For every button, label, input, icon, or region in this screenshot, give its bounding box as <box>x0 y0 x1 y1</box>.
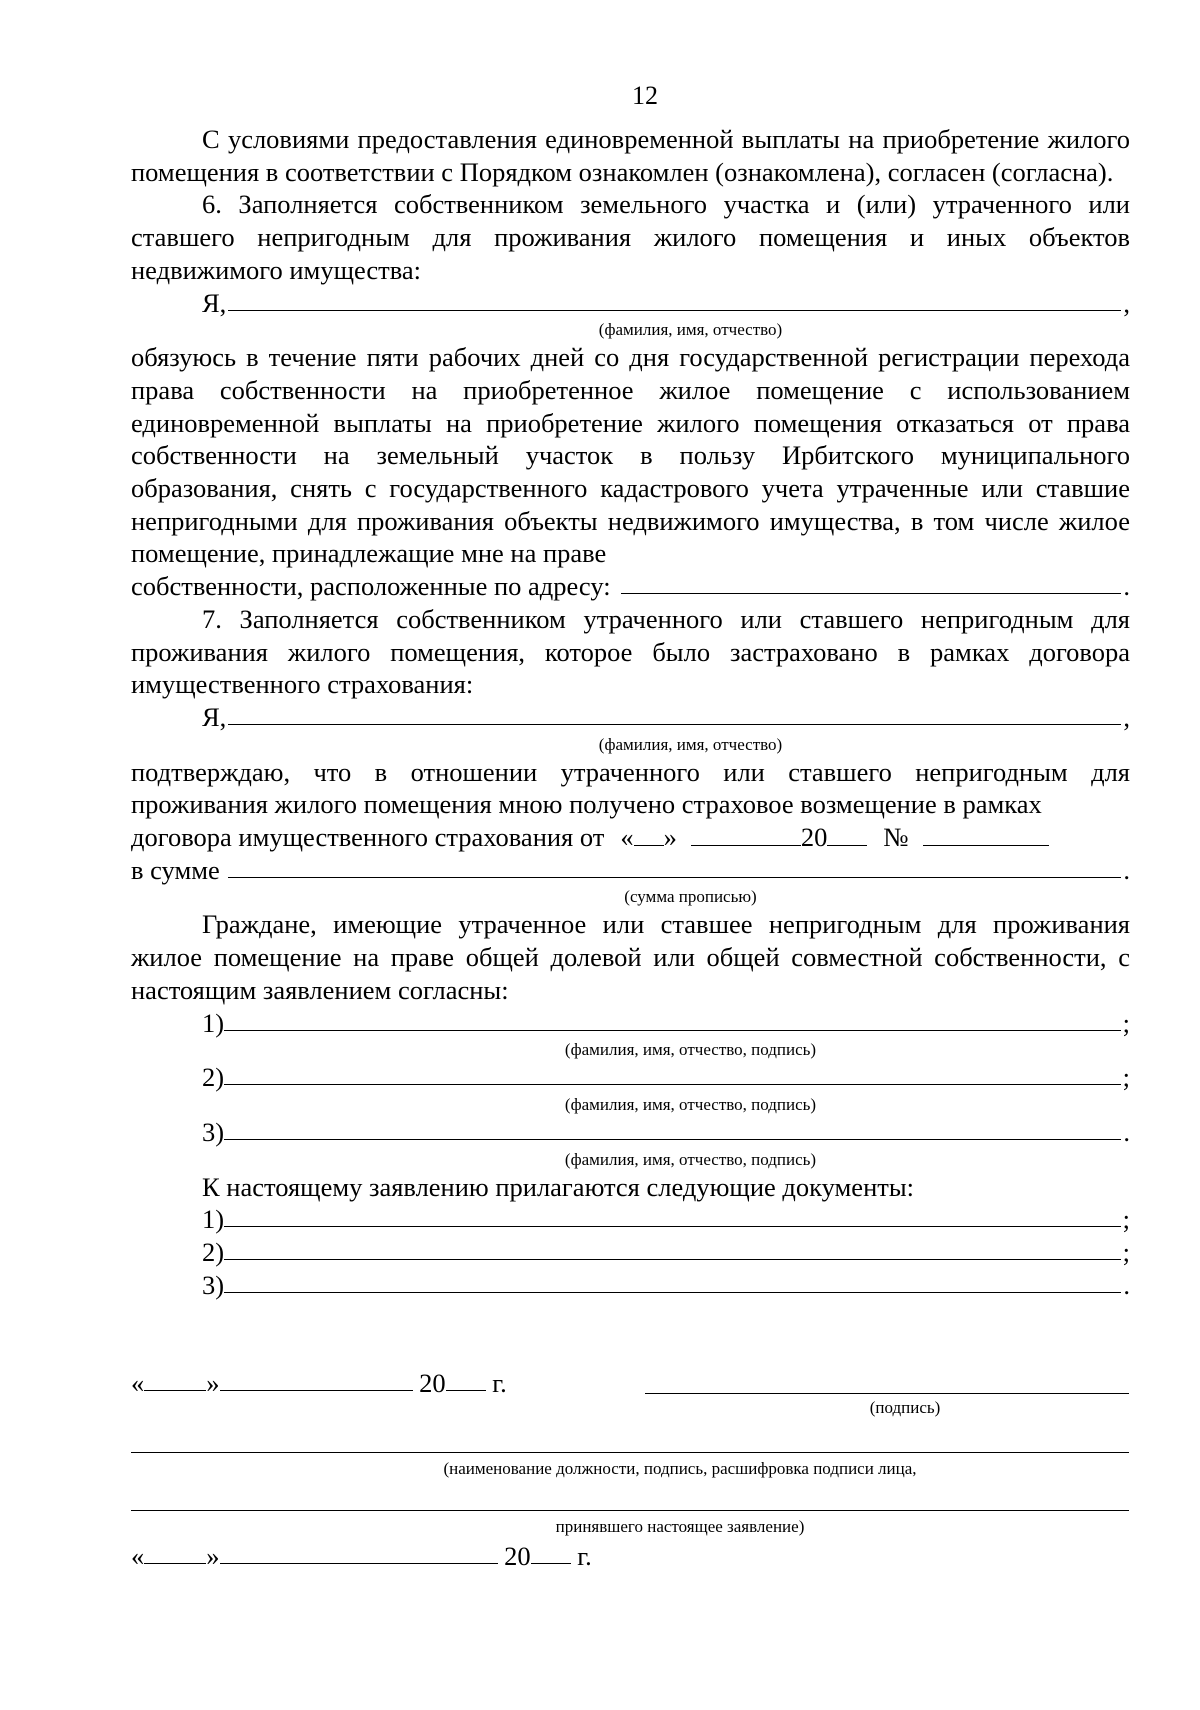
citizen-3-caption: (фамилия, имя, отчество, подпись) <box>564 1149 817 1169</box>
document-line-3: 3) . <box>202 1269 1130 1300</box>
document-line-1: 1) ; <box>202 1204 1130 1235</box>
official-date: « » 20 г. <box>131 1541 592 1571</box>
item7-name-field[interactable] <box>228 701 1121 725</box>
applicant-year-field[interactable] <box>446 1367 486 1391</box>
address-field[interactable] <box>621 570 1122 594</box>
document-1-field[interactable] <box>224 1203 1121 1227</box>
citizen-1-caption: (фамилия, имя, отчество, подпись) <box>564 1040 817 1060</box>
conditions-paragraph: С условиями предоставления единовременной выплаты на приобретение жилого помещения в соответствии с Порядком ознакомлен (ознакомлена), согласен (согласна). <box>131 124 1130 187</box>
official-year-field[interactable] <box>531 1540 571 1564</box>
contract-month-field[interactable] <box>691 822 801 846</box>
citizen-line-1: 1) ; <box>202 1007 1130 1038</box>
citizen-line-2: 2) ; <box>202 1062 1130 1093</box>
item7-name-line: Я, , <box>202 701 1130 732</box>
item7-name-caption: (фамилия, имя, отчество) <box>598 734 783 754</box>
document-line-2: 2) ; <box>202 1236 1130 1267</box>
citizen-line-3: 3) . <box>202 1116 1130 1147</box>
item6-text: обязуюсь в течение пяти рабочих дней со дня государственной регистрации перехода права собственности на приобретенное жилое помещение с использованием единовременной выплаты на приобретение жилого помещения отказаться от права собственности на земельный участок в пользу Ирбитского муниципального образования, снять с государственного кадастрового учета утраченные или ставшие непригодными для проживания объекты недвижимого имущества, в том числе жилое помещение, принадлежащие мне на праве <box>131 342 1130 569</box>
contract-day-field[interactable] <box>634 822 664 846</box>
sum-caption: (сумма прописью) <box>624 887 757 907</box>
applicant-date: « » 20 г. <box>131 1368 507 1398</box>
citizen-3-field[interactable] <box>224 1116 1121 1140</box>
item6-name-caption: (фамилия, имя, отчество) <box>598 320 783 340</box>
signature-caption: (подпись) <box>869 1398 941 1417</box>
citizen-2-field[interactable] <box>224 1061 1121 1085</box>
item6-address-line: собственности, расположенные по адресу: . <box>131 571 1130 602</box>
documents-heading: К настоящему заявлению прилагаются следующие документы: <box>202 1171 914 1202</box>
document-body <box>131 123 1130 1301</box>
official-day-field[interactable] <box>144 1540 206 1564</box>
page-number: 12 <box>632 81 658 110</box>
item7-text: подтверждаю, что в отношении утраченного или ставшего непригодным для проживания жилого помещения мною получено страховое возмещение в рамках <box>131 756 1130 820</box>
contract-year-field[interactable] <box>827 822 867 846</box>
item6-name-field[interactable] <box>228 287 1121 311</box>
official-caption-1: (наименование должности, подпись, расшифровка подписи лица, <box>443 1459 917 1478</box>
item6-name-line: Я, , <box>202 287 1130 318</box>
contract-number-field[interactable] <box>923 822 1049 846</box>
sum-field[interactable] <box>228 854 1122 878</box>
document-2-field[interactable] <box>224 1236 1121 1260</box>
document-3-field[interactable] <box>224 1269 1121 1293</box>
citizen-1-field[interactable] <box>224 1007 1121 1031</box>
item6-heading: 6. Заполняется собственником земельного участка и (или) утраченного или ставшего непригодным для проживания жилого помещения и иных объектов недвижимого имущества: <box>131 189 1130 285</box>
applicant-signature-field[interactable] <box>645 1371 1129 1394</box>
official-line-1[interactable] <box>131 1430 1129 1453</box>
official-caption-2: принявшего настоящее заявление) <box>555 1517 805 1536</box>
item7-heading: 7. Заполняется собственником утраченного или ставшего непригодным для проживания жилого помещения, которое было застраховано в рамках договора имущественного страхования: <box>131 603 1130 700</box>
applicant-day-field[interactable] <box>144 1367 206 1391</box>
sum-line: в сумме . <box>131 854 1130 885</box>
citizen-2-caption: (фамилия, имя, отчество, подпись) <box>564 1094 817 1114</box>
contract-line: договора имущественного страхования от « » 20 № <box>131 821 1130 854</box>
official-line-2[interactable] <box>131 1488 1129 1511</box>
citizens-paragraph: Граждане, имеющие утраченное или ставшее непригодным для проживания жилое помещение на праве общей долевой или общей совместной собственности, с настоящим заявлением согласны: <box>131 909 1130 1005</box>
applicant-month-field[interactable] <box>220 1367 413 1391</box>
official-month-field[interactable] <box>220 1540 498 1564</box>
